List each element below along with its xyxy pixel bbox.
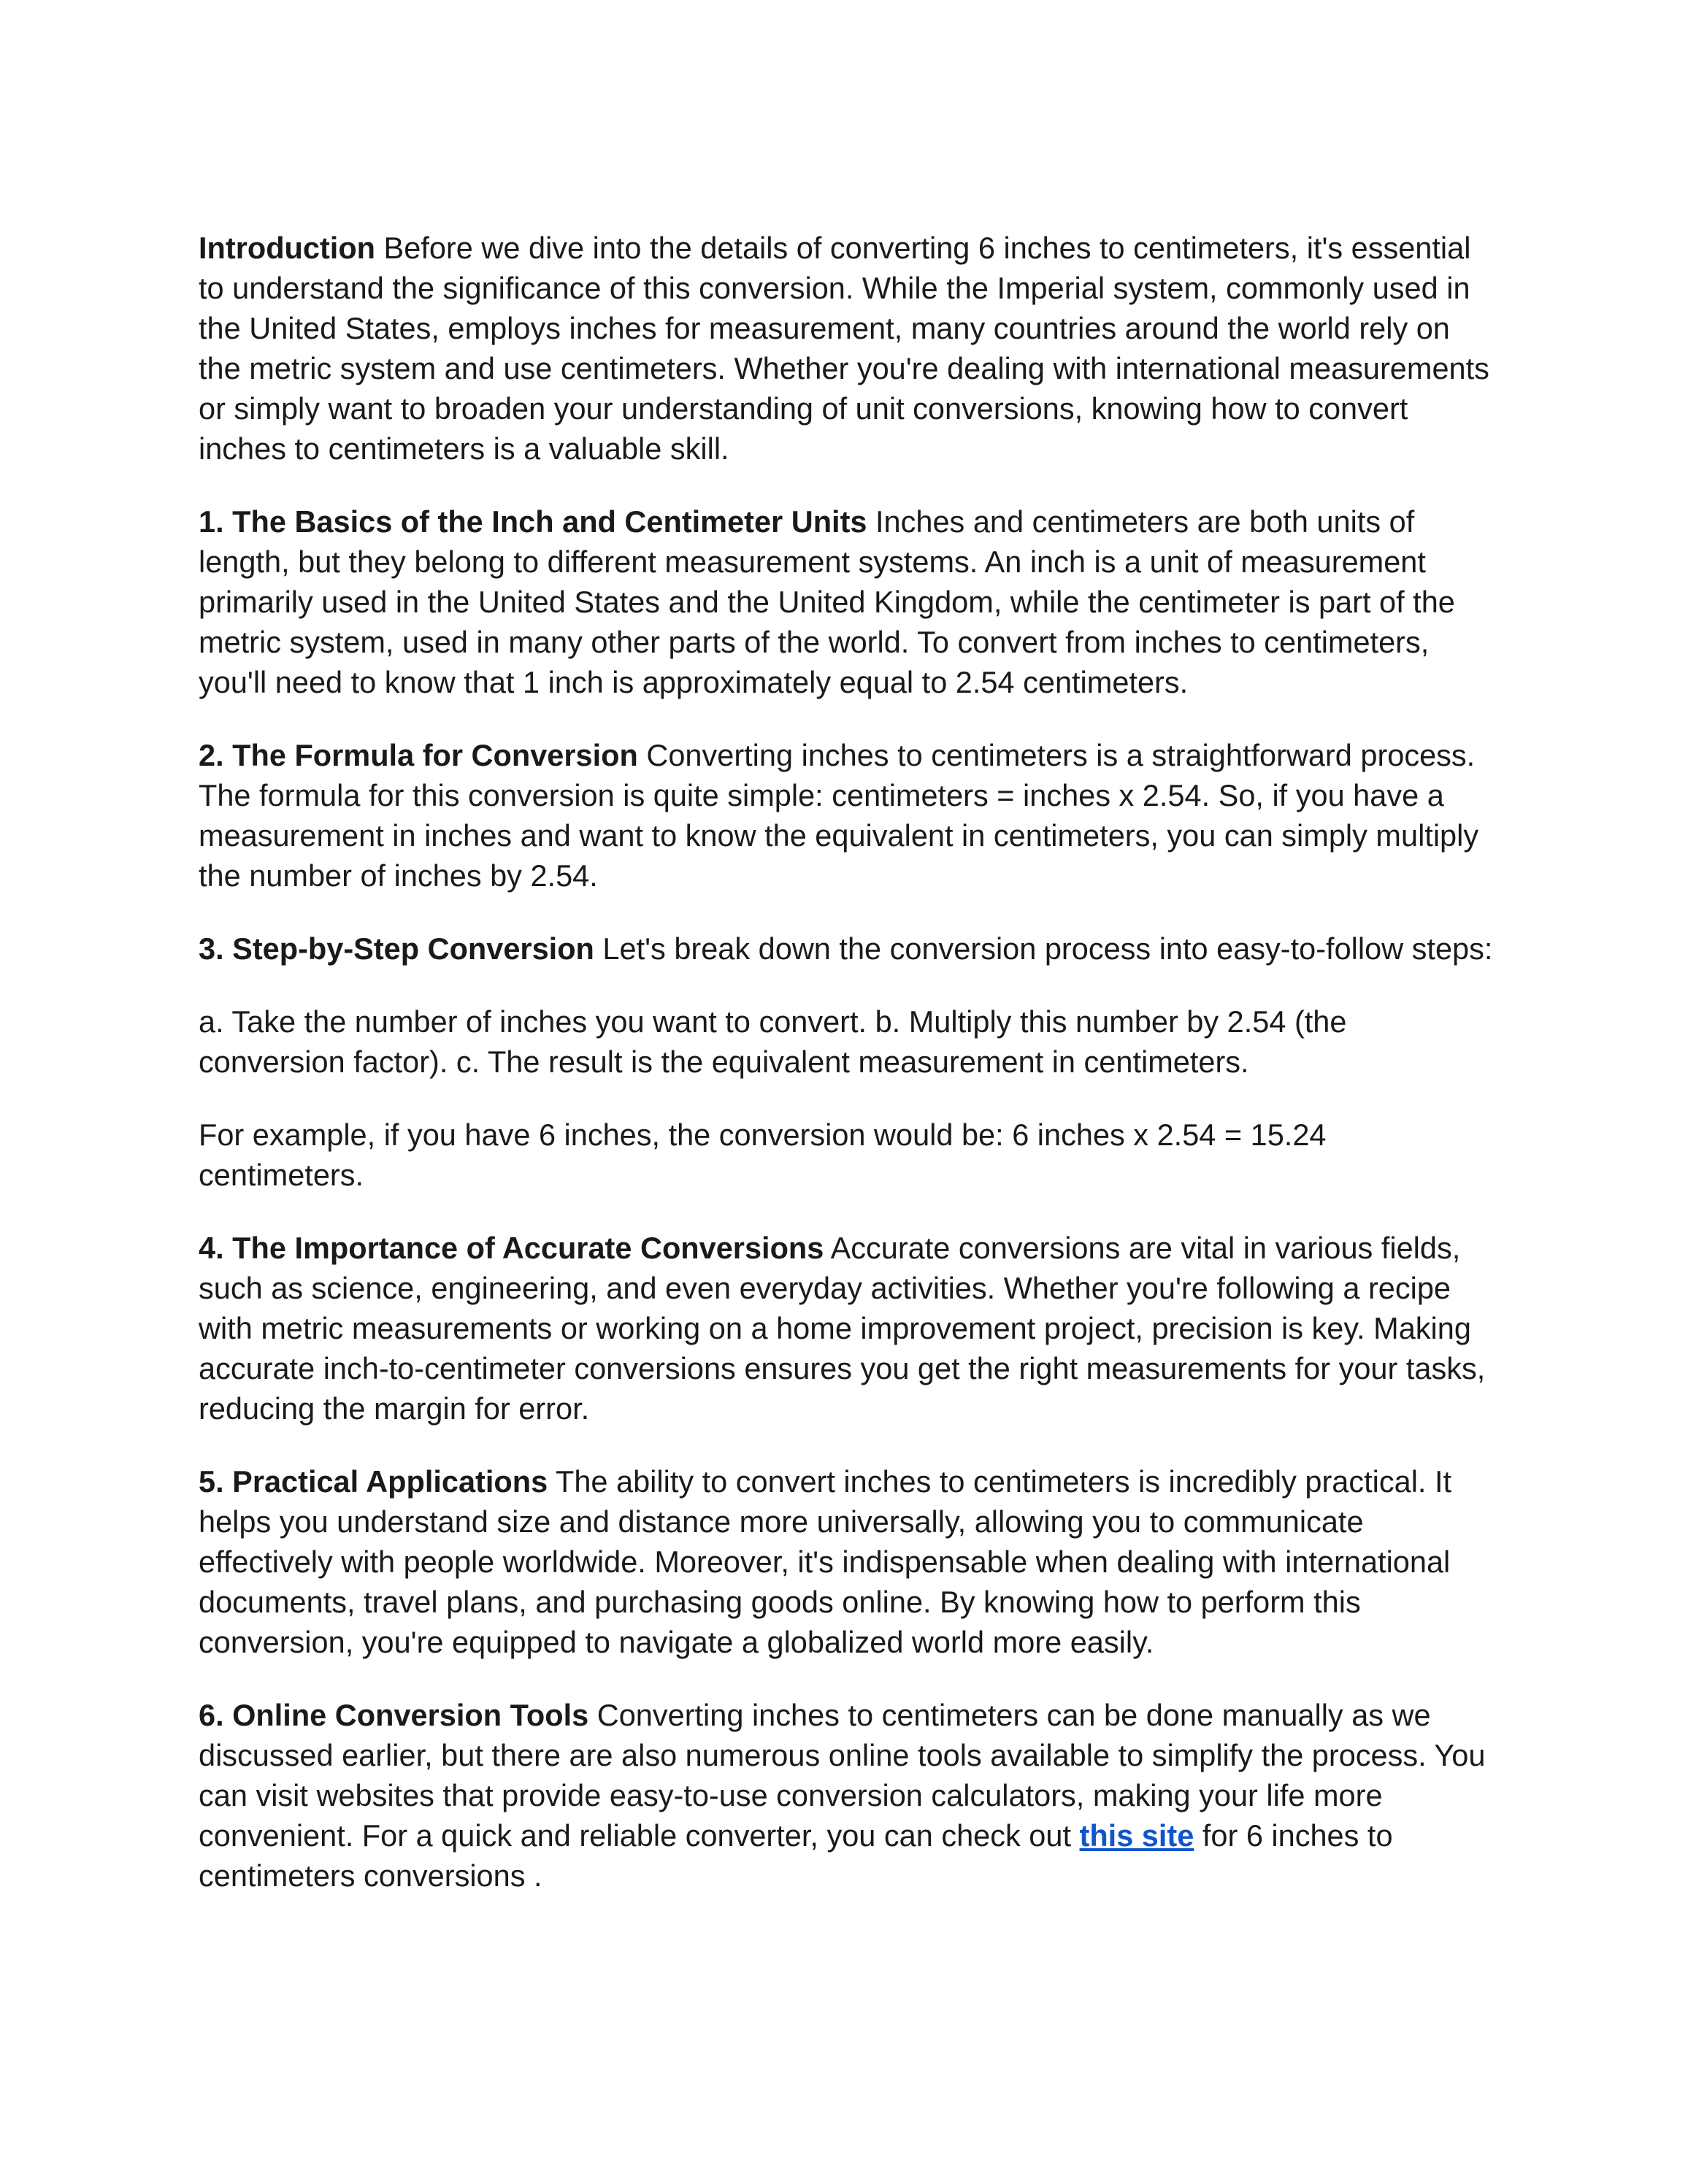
section-1-heading: 1. The Basics of the Inch and Centimeter Units bbox=[199, 504, 867, 539]
section-5-heading: 5. Practical Applications bbox=[199, 1464, 548, 1499]
section-4-paragraph bbox=[199, 1228, 1495, 1429]
section-6-body-before-link: Converting inches to centimeters can be done manually as we discussed earlier, but there are also numerous online tools available to simplify the process. You can visit websites that provide easy-to-use conversion calculators, making your life more convenient. For a quick and reliable converter, you can check out bbox=[199, 1698, 1486, 1853]
intro-paragraph bbox=[199, 228, 1495, 469]
section-2-body: Converting inches to centimeters is a straightforward process. The formula for this conversion is quite simple: centimeters = inches x 2.54. So, if you have a measurement in inches and want to know the equivalent in centimeters, you can simply multiply the number of inches by 2.54. bbox=[199, 738, 1479, 893]
intro-body: Before we dive into the details of converting 6 inches to centimeters, it's essential to understand the significance of this conversion. While the Imperial system, commonly used in the United States, employs inches for measurement, many countries around the world rely on the metric system and use centimeters. Whether you're dealing with international measurements or simply want to broaden your understanding of unit conversions, knowing how to convert inches to centimeters is a valuable skill. bbox=[199, 231, 1489, 466]
section-6-heading: 6. Online Conversion Tools bbox=[199, 1698, 589, 1732]
section-1-body: Inches and centimeters are both units of length, but they belong to different measurement systems. An inch is a unit of measurement primarily used in the United States and the United Kingdom, while the centimeter is part of the metric system, used in many other parts of the world. To convert from inches to centimeters, you'll need to know that 1 inch is approximately equal to 2.54 centimeters. bbox=[199, 504, 1455, 699]
section-4-heading: 4. The Importance of Accurate Conversions bbox=[199, 1231, 824, 1265]
this-site-link[interactable]: this site bbox=[1079, 1818, 1194, 1853]
section-2-paragraph bbox=[199, 735, 1495, 896]
section-3-paragraph bbox=[199, 928, 1495, 969]
section-5-body: The ability to convert inches to centimeters is incredibly practical. It helps you understand size and distance more universally, allowing you to communicate effectively with people worldwide. Moreover, it's indispensable when dealing with international documents, travel plans, and purchasing goods online. By knowing how to perform this conversion, you're equipped to navigate a globalized world more easily. bbox=[199, 1464, 1452, 1659]
section-2-heading: 2. The Formula for Conversion bbox=[199, 738, 638, 772]
section-3-heading: 3. Step-by-Step Conversion bbox=[199, 931, 594, 966]
section-1-paragraph bbox=[199, 501, 1495, 702]
intro-heading: Introduction bbox=[199, 231, 376, 265]
document-body bbox=[199, 228, 1495, 1929]
section-6-body-after-link: for 6 inches to centimeters conversions . bbox=[199, 1818, 1393, 1893]
section-3-body: Let's break down the conversion process into easy-to-follow steps: bbox=[594, 931, 1493, 966]
section-5-paragraph bbox=[199, 1461, 1495, 1662]
steps-paragraph: a. Take the number of inches you want to convert. b. Multiply this number by 2.54 (the conversion factor). c. The result is the equivalent measurement in centimeters. bbox=[199, 1004, 1347, 1079]
example-paragraph: For example, if you have 6 inches, the conversion would be: 6 inches x 2.54 = 15.24 centimeters. bbox=[199, 1118, 1327, 1192]
section-6-paragraph bbox=[199, 1695, 1495, 1896]
section-4-body: Accurate conversions are vital in various fields, such as science, engineering, and even everyday activities. Whether you're following a recipe with metric measurements or working on a home improvement project, precision is key. Making accurate inch-to-centimeter conversions ensures you get the right measurements for your tasks, reducing the margin for error. bbox=[199, 1231, 1486, 1426]
